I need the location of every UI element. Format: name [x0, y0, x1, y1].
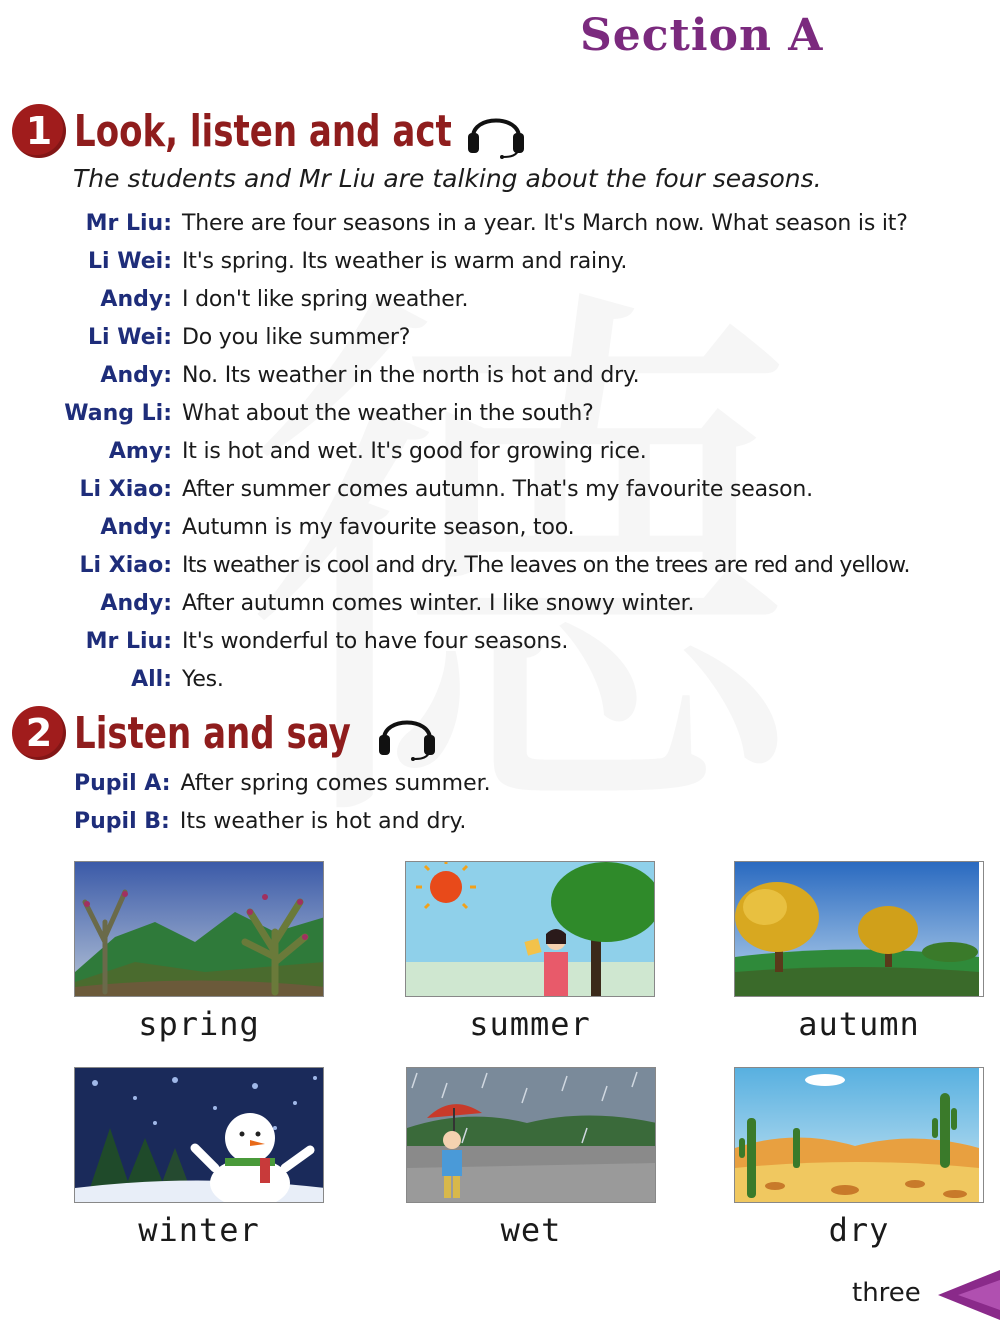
part1-title: Look, listen and act	[74, 105, 452, 157]
page-number-word: three	[852, 1278, 921, 1308]
picture-caption: wet	[500, 1211, 562, 1249]
dialog-line	[0, 432, 1000, 470]
dialog-line	[0, 584, 1000, 622]
speech-text: After summer comes autumn. That's my favourite season.	[182, 476, 813, 502]
speech-text: No. Its weather in the north is hot and dry.	[182, 362, 640, 388]
part1-heading	[12, 100, 529, 162]
section-title: Section A	[580, 10, 824, 61]
page-tab-arrow-icon	[938, 1270, 1000, 1320]
picture-caption: winter	[138, 1211, 260, 1249]
part2-heading	[12, 702, 440, 764]
headphones-icon[interactable]	[374, 705, 440, 761]
speech-text: There are four seasons in a year. It's March now. What season is it?	[182, 210, 908, 236]
speaker-name: Andy:	[100, 286, 172, 312]
dialog-line	[0, 394, 1000, 432]
dialog-line	[0, 356, 1000, 394]
picture-caption: summer	[469, 1005, 591, 1043]
part2-number-badge: 2	[12, 706, 66, 760]
speaker-name: Li Xiao:	[79, 476, 172, 502]
dialog-line	[0, 204, 1000, 242]
speaker-name: Li Wei:	[88, 248, 172, 274]
speech-text: Yes.	[182, 666, 224, 692]
speaker-name: Andy:	[100, 362, 172, 388]
speech-text: After spring comes summer.	[180, 770, 491, 796]
speech-text: Its weather is cool and dry. The leaves on the trees are red and yellow.	[182, 552, 910, 578]
speech-text: Its weather is hot and dry.	[179, 808, 467, 834]
picture-caption: autumn	[798, 1005, 920, 1043]
part1-number-badge: 1	[12, 104, 66, 158]
dialog-line	[0, 280, 1000, 318]
dialog-line	[74, 764, 491, 802]
dry-picture	[734, 1067, 984, 1203]
headphones-icon[interactable]	[463, 103, 529, 159]
wet-picture	[406, 1067, 656, 1203]
autumn-picture	[734, 861, 984, 997]
speech-text: It's wonderful to have four seasons.	[182, 628, 569, 654]
picture-caption: spring	[138, 1005, 260, 1043]
speaker-name: Li Xiao:	[79, 552, 172, 578]
speech-text: It is hot and wet. It's good for growing rice.	[182, 438, 647, 464]
part2-dialog	[74, 764, 491, 840]
speaker-name: Pupil B:	[74, 808, 170, 834]
winter-picture	[74, 1067, 324, 1203]
dialog-line	[0, 546, 1000, 584]
speaker-name: Amy:	[108, 438, 172, 464]
part1-dialog	[0, 204, 1000, 698]
dialog-line	[0, 318, 1000, 356]
speaker-name: Andy:	[100, 514, 172, 540]
speech-text: Do you like summer?	[182, 324, 411, 350]
speech-text: It's spring. Its weather is warm and rainy.	[182, 248, 628, 274]
part1-intro: The students and Mr Liu are talking about the four seasons.	[73, 164, 822, 193]
picture-caption: dry	[828, 1211, 890, 1249]
dialog-line	[0, 622, 1000, 660]
speaker-name: Li Wei:	[88, 324, 172, 350]
speech-text: I don't like spring weather.	[182, 286, 469, 312]
speech-text: What about the weather in the south?	[182, 400, 594, 426]
dialog-line	[0, 660, 1000, 698]
summer-picture	[405, 861, 655, 997]
speaker-name: Andy:	[100, 590, 172, 616]
speech-text: After autumn comes winter. I like snowy winter.	[182, 590, 695, 616]
speech-text: Autumn is my favourite season, too.	[182, 514, 575, 540]
dialog-line	[0, 242, 1000, 280]
speaker-name: Mr Liu:	[85, 628, 172, 654]
speaker-name: Wang Li:	[64, 400, 172, 426]
dialog-line	[74, 802, 491, 840]
speaker-name: Mr Liu:	[85, 210, 172, 236]
speaker-name: Pupil A:	[74, 770, 171, 796]
speaker-name: All:	[131, 666, 172, 692]
part2-title: Listen and say	[74, 707, 351, 759]
dialog-line	[0, 508, 1000, 546]
dialog-line	[0, 470, 1000, 508]
spring-picture	[74, 861, 324, 997]
